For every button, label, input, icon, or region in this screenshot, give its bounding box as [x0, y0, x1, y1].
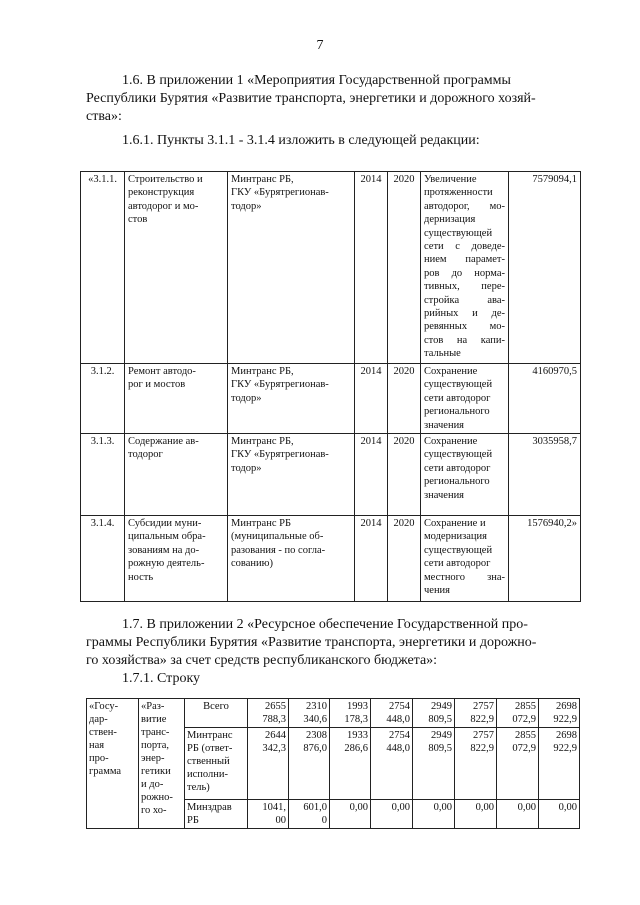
expected-result-line: регионального	[424, 406, 490, 418]
measures-table-body	[81, 172, 581, 602]
year-value-line: 1933	[347, 730, 368, 741]
year-value	[289, 800, 330, 829]
expected-result-line: ревянных мо-	[424, 321, 505, 333]
program-type-line: «Госу-	[89, 701, 119, 712]
program-type-line: ствен-	[89, 727, 117, 738]
item-executor-line: (муниципальные об-	[231, 531, 324, 543]
expected-result-line: стройка ава-	[424, 294, 505, 306]
section-1-7-line-1: 1.7. В приложении 2 «Ресурсное обеспечение Государственной про-	[122, 617, 528, 632]
expected-result	[421, 364, 509, 434]
item-name-line: Строительство и	[128, 174, 203, 185]
year-value-line: 922,9	[553, 714, 577, 725]
expected-result-line: значения	[424, 489, 465, 501]
year-value-line: 2655	[265, 701, 286, 712]
year-value-line: 0,00	[558, 802, 577, 813]
executor-label-line: Минтранс	[187, 730, 233, 741]
year-value	[371, 728, 413, 800]
year-value	[330, 699, 371, 728]
expected-result-line: рийных и де-	[424, 308, 505, 320]
expected-result-line: Увеличение	[424, 174, 477, 185]
item-name-line: тодорог	[128, 449, 163, 461]
year-value-line: 2949	[431, 730, 452, 741]
end-year: 2020	[388, 516, 421, 602]
start-year: 2014	[355, 364, 388, 434]
year-value-line: 2310	[306, 701, 327, 712]
year-value	[455, 699, 497, 728]
program-name-line: витие	[141, 714, 167, 725]
year-value-line: 0	[321, 815, 327, 826]
table-row	[81, 172, 581, 364]
expected-result-line: автодорог, мо-	[424, 200, 505, 212]
item-executor	[228, 364, 355, 434]
year-value	[248, 728, 289, 800]
expected-result-line: нием парамет-	[424, 254, 505, 266]
year-value-line: 2644	[265, 730, 286, 741]
year-value-line: 788,3	[262, 714, 286, 725]
year-value-line: 340,6	[303, 714, 327, 725]
item-name-line: ципальным обра-	[128, 531, 206, 543]
year-value-line: 822,9	[470, 714, 494, 725]
expected-result-line: регионального	[424, 476, 490, 488]
item-executor-line: разования - по согла-	[231, 544, 326, 556]
section-1-6-line-2: Республики Бурятия «Развитие транспорта, энергетики и дорожного хозяй-	[86, 91, 536, 106]
item-name	[125, 172, 228, 364]
resource-table-body	[87, 699, 580, 829]
expected-result-line: сети автодорог	[424, 462, 491, 474]
year-value-line: 2754	[389, 730, 410, 741]
funding-amount: 7579094,1	[509, 172, 581, 364]
expected-result-line: существующей	[424, 379, 493, 391]
item-name	[125, 364, 228, 434]
item-executor-line: сованию)	[231, 558, 273, 570]
year-value	[330, 728, 371, 800]
expected-result-line: протяженности	[424, 187, 493, 199]
year-value	[455, 728, 497, 800]
year-value	[248, 800, 289, 829]
expected-result-line: чения	[424, 585, 451, 597]
expected-result-line: существующей	[424, 449, 493, 461]
expected-result-line: существующей	[424, 227, 493, 239]
program-type-line: дар-	[89, 714, 108, 725]
year-value	[455, 800, 497, 829]
year-value-line: 809,5	[428, 714, 452, 725]
resource-table	[86, 698, 580, 829]
year-value-line: 922,9	[553, 743, 577, 754]
year-value	[539, 699, 580, 728]
end-year: 2020	[388, 172, 421, 364]
section-1-7-1: 1.7.1. Строку	[122, 671, 201, 686]
executor-label-line: исполни-	[187, 769, 228, 780]
section-1-7-line-3: го хозяйства» за счет средств республиканского бюджета»:	[86, 653, 438, 668]
year-value-line: 448,0	[386, 743, 410, 754]
program-type-line: грамма	[89, 766, 122, 777]
program-type-line: ная	[89, 740, 105, 751]
item-name-line: ность	[128, 571, 154, 583]
item-name-line: зованиям на до-	[128, 544, 200, 556]
item-executor	[228, 434, 355, 516]
year-value-line: 2698	[556, 701, 577, 712]
item-number: 3.1.2.	[81, 364, 125, 434]
page-number: 7	[316, 38, 324, 53]
year-value-line: 822,9	[470, 743, 494, 754]
start-year: 2014	[355, 434, 388, 516]
executor-label	[185, 800, 248, 829]
expected-result	[421, 172, 509, 364]
year-value-line: 2698	[556, 730, 577, 741]
year-value-line: 0,00	[349, 802, 368, 813]
year-value-line: 601,0	[303, 802, 327, 813]
year-value	[497, 800, 539, 829]
item-executor-line: тодор»	[231, 462, 262, 474]
item-executor-line: ГКУ «Бурятрегионав-	[231, 187, 329, 199]
item-number: 3.1.4.	[81, 516, 125, 602]
year-value-line: 178,3	[344, 714, 368, 725]
year-value-line: 2308	[306, 730, 327, 741]
item-name-line: Ремонт автодо-	[128, 366, 196, 377]
expected-result-line: ров до норма-	[424, 267, 505, 279]
year-value	[497, 728, 539, 800]
year-value-line: 00	[275, 815, 286, 826]
executor-label-line: Минздрав	[187, 802, 232, 813]
year-value-line: 342,3	[262, 743, 286, 754]
year-value-line: 876,0	[303, 743, 327, 754]
program-name-line: го хо-	[141, 805, 167, 816]
year-value-line: 2855	[515, 701, 536, 712]
year-value-line: 448,0	[386, 714, 410, 725]
expected-result-line: сети автодорог	[424, 558, 491, 570]
expected-result-line: модернизация	[424, 531, 487, 543]
measures-table	[80, 171, 581, 602]
end-year: 2020	[388, 434, 421, 516]
year-value-line: 0,00	[433, 802, 452, 813]
program-type-cell	[87, 699, 139, 829]
year-value	[371, 800, 413, 829]
program-name-line: и до-	[141, 779, 164, 790]
expected-result-line: сети автодорог	[424, 392, 491, 404]
item-executor-line: Минтранс РБ,	[231, 436, 294, 448]
end-year: 2020	[388, 364, 421, 434]
program-name-line: энер-	[141, 753, 165, 764]
expected-result-line: стов на капи-	[424, 334, 505, 346]
program-name-line: транс-	[141, 727, 170, 738]
expected-result-line: значения	[424, 419, 465, 431]
item-name-line: стов	[128, 214, 148, 226]
item-executor-line: ГКУ «Бурятрегионав-	[231, 379, 329, 391]
expected-result-line: Сохранение и	[424, 518, 486, 530]
item-executor-line: ГКУ «Бурятрегионав-	[231, 449, 329, 461]
item-executor	[228, 516, 355, 602]
year-value	[248, 699, 289, 728]
year-value	[289, 699, 330, 728]
table-row	[81, 364, 581, 434]
item-number: 3.1.3.	[81, 434, 125, 516]
year-value-line: 2855	[515, 730, 536, 741]
item-executor-line: тодор»	[231, 392, 262, 404]
item-executor-line: Минтранс РБ,	[231, 366, 294, 377]
item-executor	[228, 172, 355, 364]
start-year: 2014	[355, 516, 388, 602]
year-value	[289, 728, 330, 800]
item-name-line: рожную деятель-	[128, 558, 205, 570]
funding-amount: 4160970,5	[509, 364, 581, 434]
expected-result-line: тальные	[424, 348, 461, 360]
year-value-line: 0,00	[517, 802, 536, 813]
program-name-cell	[139, 699, 185, 829]
year-value	[330, 800, 371, 829]
expected-result-line: тивных, пере-	[424, 281, 505, 293]
year-value-line: 072,9	[512, 714, 536, 725]
item-number: «3.1.1.	[81, 172, 125, 364]
executor-label	[185, 728, 248, 800]
funding-amount: 1576940,2»	[509, 516, 581, 602]
program-name-line: порта,	[141, 740, 169, 751]
item-name-line: Субсидии муни-	[128, 518, 202, 530]
program-type-line: про-	[89, 753, 109, 764]
year-value-line: 1993	[347, 701, 368, 712]
item-name-line: автодорог и мо-	[128, 200, 199, 212]
program-name-line: гетики	[141, 766, 171, 777]
expected-result	[421, 434, 509, 516]
table-row	[81, 434, 581, 516]
executor-label-line: тель)	[187, 782, 210, 793]
year-value-line: 2757	[473, 701, 494, 712]
year-value	[497, 699, 539, 728]
table-row	[81, 516, 581, 602]
year-value-line: 286,6	[344, 743, 368, 754]
item-executor-line: тодор»	[231, 200, 262, 212]
item-executor-line: Минтранс РБ	[231, 518, 291, 530]
executor-label	[185, 699, 248, 728]
section-1-7-line-2: граммы Республики Бурятия «Развитие транспорта, энергетики и дорожно-	[86, 635, 537, 650]
year-value	[413, 699, 455, 728]
funding-amount: 3035958,7	[509, 434, 581, 516]
item-name-line: реконструкция	[128, 187, 195, 199]
section-1-6-1: 1.6.1. Пункты 3.1.1 - 3.1.4 изложить в следующей редакции:	[122, 133, 480, 148]
year-value	[371, 699, 413, 728]
year-value-line: 809,5	[428, 743, 452, 754]
executor-label-line: РБ	[187, 815, 199, 826]
year-value-line: 2949	[431, 701, 452, 712]
year-value-line: 072,9	[512, 743, 536, 754]
table-row	[87, 699, 580, 728]
program-name-line: рожно-	[141, 792, 173, 803]
expected-result-line: существующей	[424, 544, 493, 556]
start-year: 2014	[355, 172, 388, 364]
year-value	[413, 728, 455, 800]
expected-result-line: Сохранение	[424, 436, 478, 448]
executor-label-line: РБ (ответ-	[187, 743, 233, 754]
program-name-line: «Раз-	[141, 701, 165, 712]
section-1-6-line-1: 1.6. В приложении 1 «Мероприятия Государственной программы	[122, 73, 511, 88]
expected-result-line: сети с доведе-	[424, 241, 505, 253]
item-name	[125, 434, 228, 516]
year-value-line: 0,00	[475, 802, 494, 813]
item-name-line: рог и мостов	[128, 379, 186, 391]
item-executor-line: Минтранс РБ,	[231, 174, 294, 185]
year-value-line: 2757	[473, 730, 494, 741]
item-name-line: Содержание ав-	[128, 436, 199, 448]
year-value	[539, 800, 580, 829]
year-value-line: 0,00	[391, 802, 410, 813]
item-name	[125, 516, 228, 602]
expected-result-line: дернизация	[424, 214, 476, 226]
year-value	[539, 728, 580, 800]
executor-label-line: ственный	[187, 756, 230, 767]
section-1-6-line-3: ства»:	[86, 109, 122, 124]
year-value	[413, 800, 455, 829]
year-value-line: 1041,	[262, 802, 286, 813]
expected-result-line: местного зна-	[424, 571, 505, 583]
executor-label-line: Всего	[203, 701, 229, 712]
expected-result	[421, 516, 509, 602]
expected-result-line: Сохранение	[424, 366, 478, 377]
year-value-line: 2754	[389, 701, 410, 712]
